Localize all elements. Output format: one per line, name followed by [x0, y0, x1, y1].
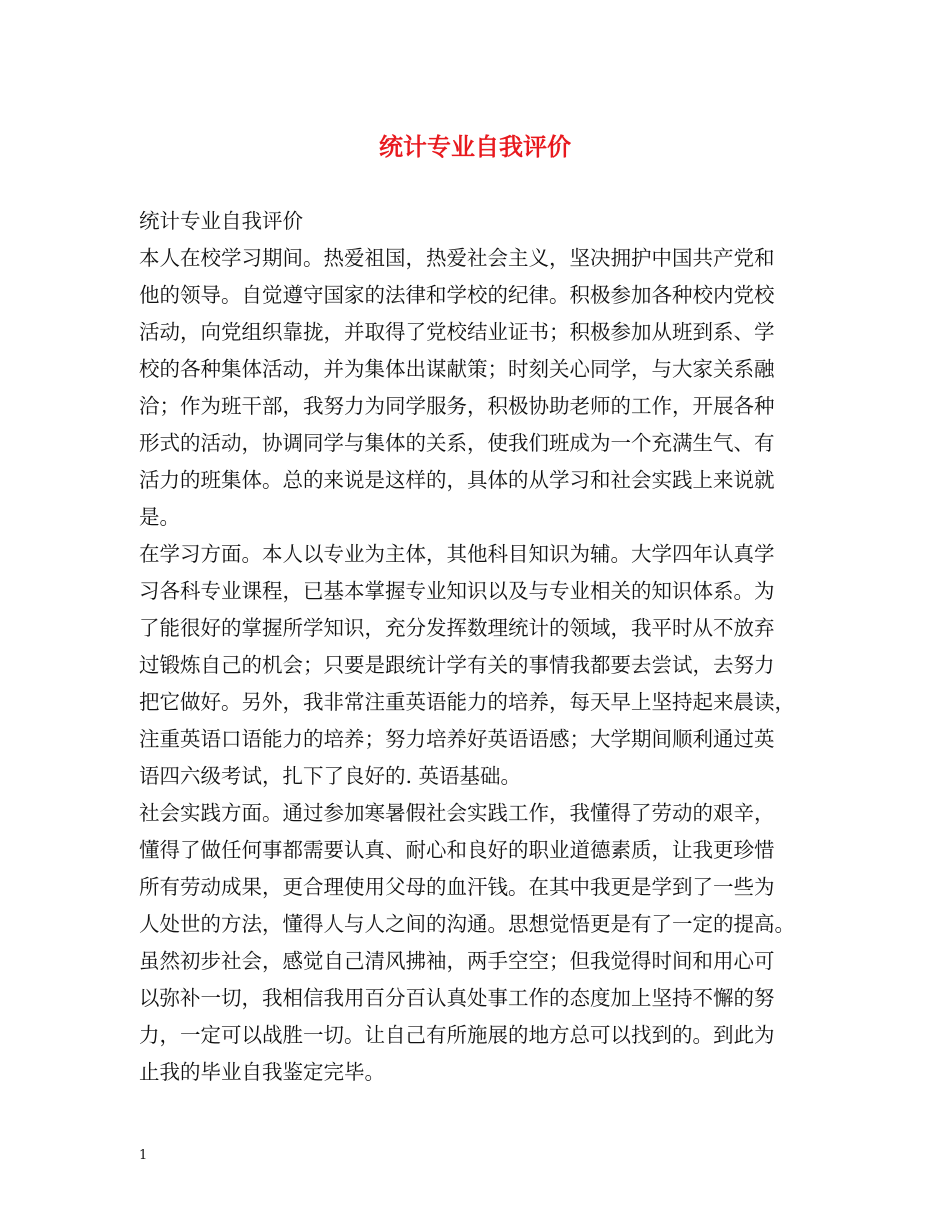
body-line: 虽然初步社会，感觉自己清风拂袖，两手空空；但我觉得时间和用心可 [139, 949, 775, 973]
body-line: 过锻炼自己的机会；只要是跟统计学有关的事情我都要去尝试，去努力 [139, 653, 775, 677]
body-line: 所有劳动成果，更合理使用父母的血汗钱。在其中我更是学到了一些为 [139, 875, 775, 899]
body-line: 他的领导。自觉遵守国家的法律和学校的纪律。积极参加各种校内党校 [139, 283, 775, 307]
body-line: 统计专业自我评价 [139, 209, 303, 233]
body-line: 活力的班集体。总的来说是这样的，具体的从学习和社会实践上来说就 [139, 468, 775, 492]
body-line: 活动，向党组织靠拢，并取得了党校结业证书；积极参加从班到系、学 [139, 320, 775, 344]
body-line: 人处世的方法，懂得人与人之间的沟通。思想觉悟更是有了一定的提高。 [139, 912, 795, 936]
body-line: 形式的活动，协调同学与集体的关系，使我们班成为一个充满生气、有 [139, 431, 775, 455]
body-line: 了能很好的掌握所学知识，充分发挥数理统计的领域，我平时从不放弃 [139, 616, 775, 640]
body-line: 校的各种集体活动，并为集体出谋献策；时刻关心同学，与大家关系融 [139, 357, 775, 381]
body-line: 以弥补一切，我相信我用百分百认真处事工作的态度加上坚持不懈的努 [139, 986, 775, 1010]
document-body [139, 203, 829, 1091]
body-line: 本人在校学习期间。热爱祖国，热爱社会主义，坚决拥护中国共产党和 [139, 246, 775, 270]
body-line: 洽；作为班干部，我努力为同学服务，积极协助老师的工作，开展各种 [139, 394, 775, 418]
body-line: 懂得了做任何事都需要认真、耐心和良好的职业道德素质，让我更珍惜 [139, 838, 775, 862]
body-line: 力，一定可以战胜一切。让自己有所施展的地方总可以找到的。到此为 [139, 1023, 775, 1047]
document-title: 统计专业自我评价 [379, 132, 571, 161]
body-line: 在学习方面。本人以专业为主体，其他科目知识为辅。大学四年认真学 [139, 542, 775, 566]
body-line: 社会实践方面。通过参加寒暑假社会实践工作，我懂得了劳动的艰辛， [139, 801, 775, 825]
body-line: 把它做好。另外，我非常注重英语能力的培养，每天早上坚持起来晨读， [139, 690, 795, 714]
body-line: 注重英语口语能力的培养；努力培养好英语语感；大学期间顺利通过英 [139, 727, 775, 751]
body-line: 语四六级考试，扎下了良好的. 英语基础。 [139, 764, 522, 788]
body-line: 习各科专业课程，已基本掌握专业知识以及与专业相关的知识体系。为 [139, 579, 775, 603]
body-line: 是。 [139, 505, 180, 529]
page-number: 1 [139, 1148, 148, 1163]
body-line: 止我的毕业自我鉴定完毕。 [139, 1060, 385, 1084]
